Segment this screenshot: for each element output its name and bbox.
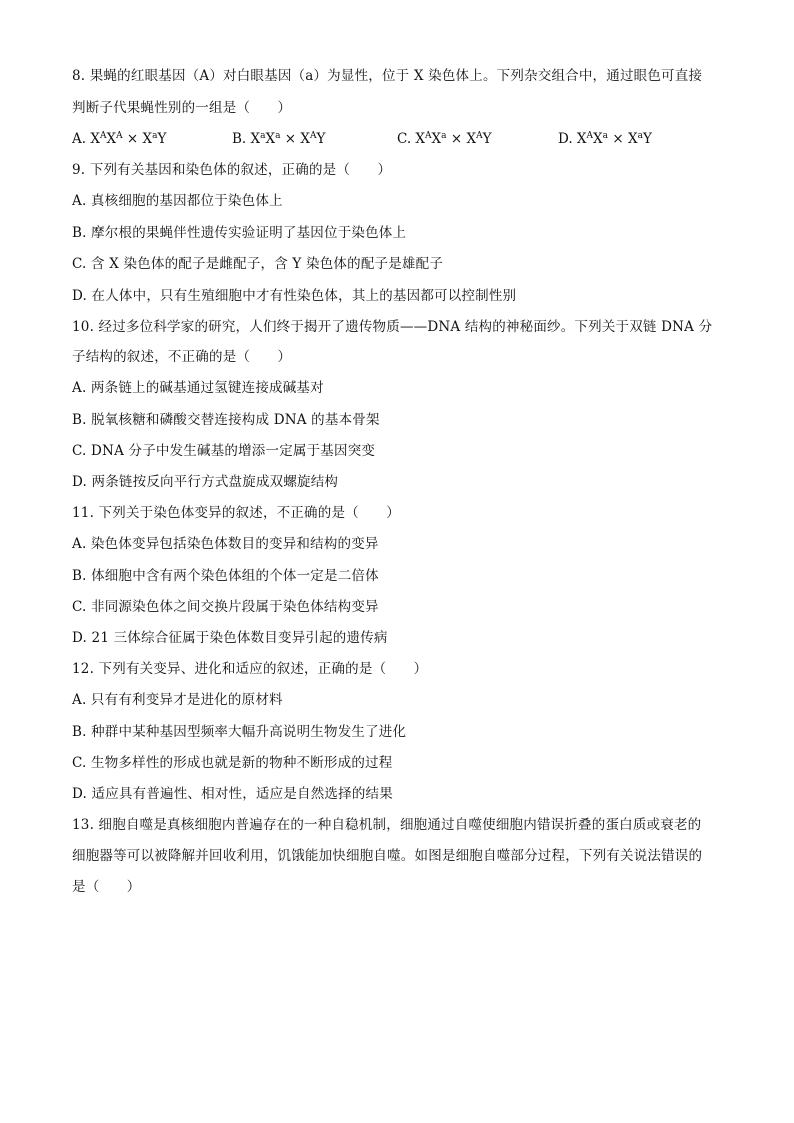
q10-option-a: A. 两条链上的碱基通过氢键连接成碱基对 bbox=[72, 380, 324, 396]
q9-stem: 9. 下列有关基因和染色体的叙述，正确的是（ ） bbox=[72, 162, 392, 178]
q8-option-c: C. $X^AX^a \times X^AY$ bbox=[397, 131, 492, 147]
q10-option-b: B. 脱氧核糖和磷酸交替连接构成 DNA 的基本骨架 bbox=[72, 412, 380, 428]
q10-option-c: C. DNA 分子中发生碱基的增添一定属于基因突变 bbox=[72, 443, 376, 459]
q9-option-d: D. 在人体中，只有生殖细胞中才有性染色体，其上的基因都可以控制性别 bbox=[72, 288, 517, 304]
q12-option-a: A. 只有有利变异才是进化的原材料 bbox=[72, 692, 283, 708]
q13-stem-line3: 是（ ） bbox=[72, 879, 141, 895]
q8-option-d: D. $X^AX^a \times X^aY$ bbox=[558, 131, 652, 147]
q13-stem-line2: 细胞器等可以被降解并回收利用，饥饿能加快细胞自噬。如图是细胞自噬部分过程，下列有关说法错误的 bbox=[72, 848, 703, 864]
q11-option-b: B. 体细胞中含有两个染色体组的个体一定是二倍体 bbox=[72, 568, 379, 584]
q8-stem-line2: 判断子代果蝇性别的一组是（ ） bbox=[72, 100, 292, 116]
q12-option-d: D. 适应具有普遍性、相对性，适应是自然选择的结果 bbox=[72, 786, 393, 802]
q9-option-b: B. 摩尔根的果蝇伴性遗传实验证明了基因位于染色体上 bbox=[72, 225, 407, 241]
q12-stem: 12. 下列有关变异、进化和适应的叙述，正确的是（ ） bbox=[72, 661, 428, 677]
q12-option-c: C. 生物多样性的形成也就是新的物种不断形成的过程 bbox=[72, 755, 393, 771]
q9-option-a: A. 真核细胞的基因都位于染色体上 bbox=[72, 193, 283, 209]
q12-option-b: B. 种群中某种基因型频率大幅升高说明生物发生了进化 bbox=[72, 724, 407, 740]
q13-stem-line1: 13. 细胞自噬是真核细胞内普遍存在的一种自稳机制，细胞通过自噬使细胞内错误折叠的蛋白质或衰老的 bbox=[72, 817, 702, 833]
q10-stem-line1: 10. 经过多位科学家的研究，人们终于揭开了遗传物质——DNA 结构的神秘面纱。下列关于双链 DNA 分 bbox=[72, 319, 713, 335]
q10-option-d: D. 两条链按反向平行方式盘旋成双螺旋结构 bbox=[72, 474, 339, 490]
q9-option-c: C. 含 X 染色体的配子是雌配子，含 Y 染色体的配子是雄配子 bbox=[72, 256, 444, 272]
q8-stem-line1: 8. 果蝇的红眼基因（A）对白眼基因（a）为显性，位于 X 染色体上。下列杂交组合中，通过眼色可直接 bbox=[72, 68, 703, 84]
q10-stem-line2: 子结构的叙述，不正确的是（ ） bbox=[72, 349, 292, 365]
q11-option-d: D. 21 三体综合征属于染色体数目变异引起的遗传病 bbox=[72, 630, 388, 646]
q8-option-b: B. $X^aX^a \times X^AY$ bbox=[232, 131, 326, 147]
q11-option-a: A. 染色体变异包括染色体数目的变异和结构的变异 bbox=[72, 536, 379, 552]
q11-stem: 11. 下列关于染色体变异的叙述，不正确的是（ ） bbox=[72, 505, 400, 521]
q8-option-a: A. $X^AX^A \times X^aY$ bbox=[72, 131, 167, 147]
q11-option-c: C. 非同源染色体之间交换片段属于染色体结构变异 bbox=[72, 599, 379, 615]
